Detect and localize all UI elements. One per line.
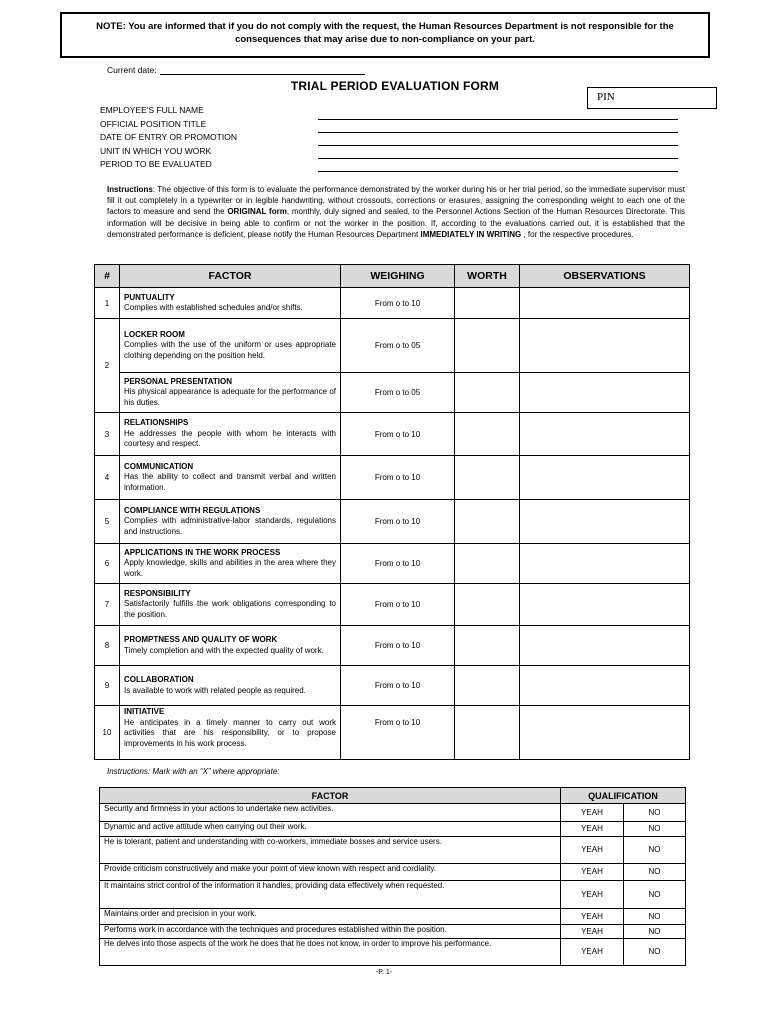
factor-desc: Is available to work with related people as required. bbox=[124, 685, 306, 695]
factor-title: COMMUNICATION bbox=[124, 461, 194, 471]
table-row bbox=[100, 864, 686, 881]
table-row bbox=[95, 706, 690, 760]
qual-factor: Provide criticism constructively and make your point of view known with respect and cordiality. bbox=[100, 864, 561, 881]
observations-cell[interactable] bbox=[520, 500, 690, 544]
table-row bbox=[95, 584, 690, 626]
field-line[interactable] bbox=[318, 119, 678, 120]
factor-cell bbox=[120, 319, 341, 373]
instructions-mark: Instructions: Mark with an “X” where appropriate: bbox=[107, 767, 280, 776]
current-date bbox=[107, 64, 365, 75]
note-text: : You are informed that if you do not comply with the request, the Human Resources Department is not responsible for the consequences that may arise due to non-compliance on your part. bbox=[122, 21, 674, 45]
yes-option[interactable]: YEAH bbox=[561, 804, 624, 822]
factor-cell bbox=[120, 413, 341, 456]
field-line[interactable] bbox=[318, 132, 678, 133]
instructions-label: Instructions bbox=[107, 185, 153, 194]
header-worth: WORTH bbox=[455, 265, 520, 288]
factor-title: PERSONAL PRESENTATION bbox=[124, 376, 233, 386]
table-row bbox=[100, 909, 686, 925]
table-row bbox=[95, 544, 690, 584]
table-row bbox=[100, 804, 686, 822]
qual-factor: He delves into those aspects of the work he does that he does not know, in order to improve his performance. bbox=[100, 939, 561, 966]
weighing-cell: From o to 10 bbox=[341, 500, 455, 544]
weighing-cell: From o to 05 bbox=[341, 373, 455, 413]
instructions-emphasis: ORIGINAL form bbox=[227, 207, 287, 217]
factor-desc: He anticipates in a timely manner to carry out work activities that are his responsibility, or to propose improvements in his work process. bbox=[124, 717, 336, 748]
factor-cell bbox=[120, 500, 341, 544]
header-observations: OBSERVATIONS bbox=[520, 265, 690, 288]
observations-cell[interactable] bbox=[520, 706, 690, 760]
field-label: EMPLOYEE'S FULL NAME bbox=[100, 105, 204, 115]
factor-cell bbox=[120, 626, 341, 666]
table-row bbox=[100, 822, 686, 837]
header-weighing: WEIGHING bbox=[341, 265, 455, 288]
instructions-text: , monthly, duly signed and sealed, to the Personnel Actions Section of the Human Resources Directorate. This information will be decisive in being able to confirm or not the worker in the position. If, according to the evaluations carried out, it is established that the demonstrated performance is deficient, please notify the Human Resources Department bbox=[107, 207, 686, 239]
observations-cell[interactable] bbox=[520, 456, 690, 500]
weighing-cell: From o to 05 bbox=[341, 319, 455, 373]
instructions-text: : The objective of this form is to evaluate the performance demonstrated by the worker during his or her trial period, so the immediate supervisor must fill it out completely in a typewriter or in legible handwriting, without crossouts, corrections or erasures, assigning the corresponding weight to each one of the factors to measure and send the bbox=[107, 185, 685, 217]
field-label: DATE OF ENTRY OR PROMOTION bbox=[100, 132, 237, 142]
yes-option[interactable]: YEAH bbox=[561, 837, 624, 864]
factor-desc: His physical appearance is adequate for the performance of his duties. bbox=[124, 387, 336, 407]
factor-desc: Has the ability to collect and transmit verbal and written information. bbox=[124, 472, 336, 492]
factor-title: LOCKER ROOM bbox=[124, 329, 185, 339]
factor-title: RELATIONSHIPS bbox=[124, 418, 189, 428]
table-row bbox=[95, 500, 690, 544]
yes-option[interactable]: YEAH bbox=[561, 939, 624, 966]
factor-title: APPLICATIONS IN THE WORK PROCESS bbox=[124, 547, 281, 557]
row-number: 8 bbox=[95, 626, 120, 666]
factor-cell bbox=[120, 584, 341, 626]
worth-cell[interactable] bbox=[455, 319, 520, 373]
header-num: # bbox=[95, 265, 120, 288]
observations-cell[interactable] bbox=[520, 666, 690, 706]
no-option[interactable]: NO bbox=[624, 881, 686, 909]
factor-title: COLLABORATION bbox=[124, 675, 194, 684]
worth-cell[interactable] bbox=[455, 706, 520, 760]
factor-desc: Apply knowledge, skills and abilities in the area where they work. bbox=[124, 558, 336, 578]
row-number: 6 bbox=[95, 544, 120, 584]
factor-title: COMPLIANCE WITH REGULATIONS bbox=[124, 505, 261, 515]
table-row bbox=[100, 837, 686, 864]
field-line[interactable] bbox=[318, 145, 678, 146]
field-line[interactable] bbox=[318, 171, 678, 172]
qual-factor: He is tolerant, patient and understanding with co-workers, immediate bosses and service users. bbox=[100, 837, 561, 864]
weighing-cell: From o to 10 bbox=[341, 626, 455, 666]
worth-cell[interactable] bbox=[455, 456, 520, 500]
evaluation-table bbox=[94, 264, 690, 760]
header-factor: FACTOR bbox=[120, 265, 341, 288]
pin-label: PIN bbox=[597, 91, 615, 103]
pin-box[interactable] bbox=[587, 87, 717, 109]
worth-cell[interactable] bbox=[455, 288, 520, 319]
table-row bbox=[95, 666, 690, 706]
factor-title: INITIATIVE bbox=[124, 707, 165, 716]
worth-cell[interactable] bbox=[455, 413, 520, 456]
observations-cell[interactable] bbox=[520, 584, 690, 626]
row-number: 4 bbox=[95, 456, 120, 500]
no-option[interactable]: NO bbox=[624, 925, 686, 939]
row-number: 3 bbox=[95, 413, 120, 456]
factor-desc: Satisfactorily fulfills the work obligations corresponding to the position. bbox=[124, 599, 336, 619]
factor-desc: Complies with administrative-labor standards, regulations and instructions. bbox=[124, 516, 336, 536]
worth-cell[interactable] bbox=[455, 373, 520, 413]
row-number: 5 bbox=[95, 500, 120, 544]
factor-cell bbox=[120, 456, 341, 500]
table-row bbox=[95, 373, 690, 413]
weighing-cell: From o to 10 bbox=[341, 288, 455, 319]
factor-cell bbox=[120, 544, 341, 584]
qual-factor: Performs work in accordance with the techniques and procedures established within the position. bbox=[100, 925, 561, 939]
current-date-line[interactable] bbox=[160, 64, 365, 75]
worth-cell[interactable] bbox=[455, 626, 520, 666]
factor-cell bbox=[120, 373, 341, 413]
table-row bbox=[95, 413, 690, 456]
row-number: 2 bbox=[95, 319, 120, 413]
table-row bbox=[95, 626, 690, 666]
worth-cell[interactable] bbox=[455, 666, 520, 706]
no-option[interactable]: NO bbox=[624, 837, 686, 864]
field-label: OFFICIAL POSITION TITLE bbox=[100, 118, 207, 129]
row-number: 7 bbox=[95, 584, 120, 626]
instructions-emphasis: IMMEDIATELY IN WRITING bbox=[420, 229, 522, 239]
yes-option[interactable]: YEAH bbox=[561, 909, 624, 925]
observations-cell[interactable] bbox=[520, 413, 690, 456]
header-factor: FACTOR bbox=[100, 788, 561, 804]
qualification-table bbox=[99, 787, 686, 966]
factor-desc: Timely completion and with the expected quality of work. bbox=[124, 645, 324, 655]
factor-cell bbox=[120, 288, 341, 319]
factor-title: PUNTUALITY bbox=[124, 292, 175, 302]
observations-cell[interactable] bbox=[520, 544, 690, 584]
factor-desc: Complies with established schedules and/or shifts. bbox=[124, 303, 303, 312]
field-label: UNIT IN WHICH YOU WORK bbox=[100, 145, 212, 156]
table-row bbox=[95, 288, 690, 319]
weighing-cell: From o to 10 bbox=[341, 584, 455, 626]
factor-title: PROMPTNESS AND QUALITY OF WORK bbox=[124, 635, 278, 644]
weighing-cell: From o to 10 bbox=[341, 544, 455, 584]
worth-cell[interactable] bbox=[455, 544, 520, 584]
factor-cell bbox=[120, 706, 341, 760]
factor-desc: He addresses the people with whom he interacts with courtesy and respect. bbox=[124, 428, 336, 449]
observations-cell[interactable] bbox=[520, 626, 690, 666]
notice-box bbox=[60, 12, 710, 58]
worth-cell[interactable] bbox=[455, 500, 520, 544]
row-number: 1 bbox=[95, 288, 120, 319]
weighing-cell: From o to 10 bbox=[341, 706, 455, 760]
yes-option[interactable]: YEAH bbox=[561, 864, 624, 881]
factor-title: RESPONSIBILITY bbox=[124, 588, 191, 598]
observations-cell[interactable] bbox=[520, 373, 690, 413]
current-date-label: Current date: bbox=[107, 65, 157, 75]
form-title: TRIAL PERIOD EVALUATION FORM bbox=[290, 79, 500, 93]
instructions-text: , for the respective procedures. bbox=[521, 229, 634, 239]
no-option[interactable]: NO bbox=[624, 822, 686, 837]
table-row bbox=[95, 319, 690, 373]
no-option[interactable]: NO bbox=[624, 939, 686, 966]
qual-factor: It maintains strict control of the information it handles, providing data effectively when requested. bbox=[100, 881, 561, 909]
yes-option[interactable]: YEAH bbox=[561, 822, 624, 837]
observations-cell[interactable] bbox=[520, 319, 690, 373]
row-number: 9 bbox=[95, 666, 120, 706]
instructions-paragraph bbox=[107, 184, 685, 240]
yes-option[interactable]: YEAH bbox=[561, 881, 624, 909]
factor-cell bbox=[120, 666, 341, 706]
header-qualification: QUALIFICATION bbox=[561, 788, 686, 804]
qual-factor: Security and firmness in your actions to undertake new activities. bbox=[100, 804, 561, 822]
qual-factor: Maintains order and precision in your work. bbox=[100, 909, 561, 925]
observations-cell[interactable] bbox=[520, 288, 690, 319]
page-number: -P. 1- bbox=[375, 969, 393, 976]
table-row bbox=[100, 881, 686, 909]
table-row bbox=[95, 456, 690, 500]
field-line[interactable] bbox=[318, 158, 678, 159]
field-label: PERIOD TO BE EVALUATED bbox=[100, 159, 212, 169]
table-row bbox=[100, 925, 686, 939]
factor-desc: Complies with the use of the uniform or uses appropriate clothing depending on the position held. bbox=[124, 340, 336, 360]
weighing-cell: From o to 10 bbox=[341, 413, 455, 456]
weighing-cell: From o to 10 bbox=[341, 456, 455, 500]
yes-option[interactable]: YEAH bbox=[561, 925, 624, 939]
no-option[interactable]: NO bbox=[624, 909, 686, 925]
row-number: 10 bbox=[95, 706, 120, 760]
table-row bbox=[100, 939, 686, 966]
note-label: NOTE bbox=[96, 21, 123, 32]
worth-cell[interactable] bbox=[455, 584, 520, 626]
qual-factor: Dynamic and active attitude when carrying out their work. bbox=[100, 822, 561, 837]
no-option[interactable]: NO bbox=[624, 804, 686, 822]
weighing-cell: From o to 10 bbox=[341, 666, 455, 706]
no-option[interactable]: NO bbox=[624, 864, 686, 881]
